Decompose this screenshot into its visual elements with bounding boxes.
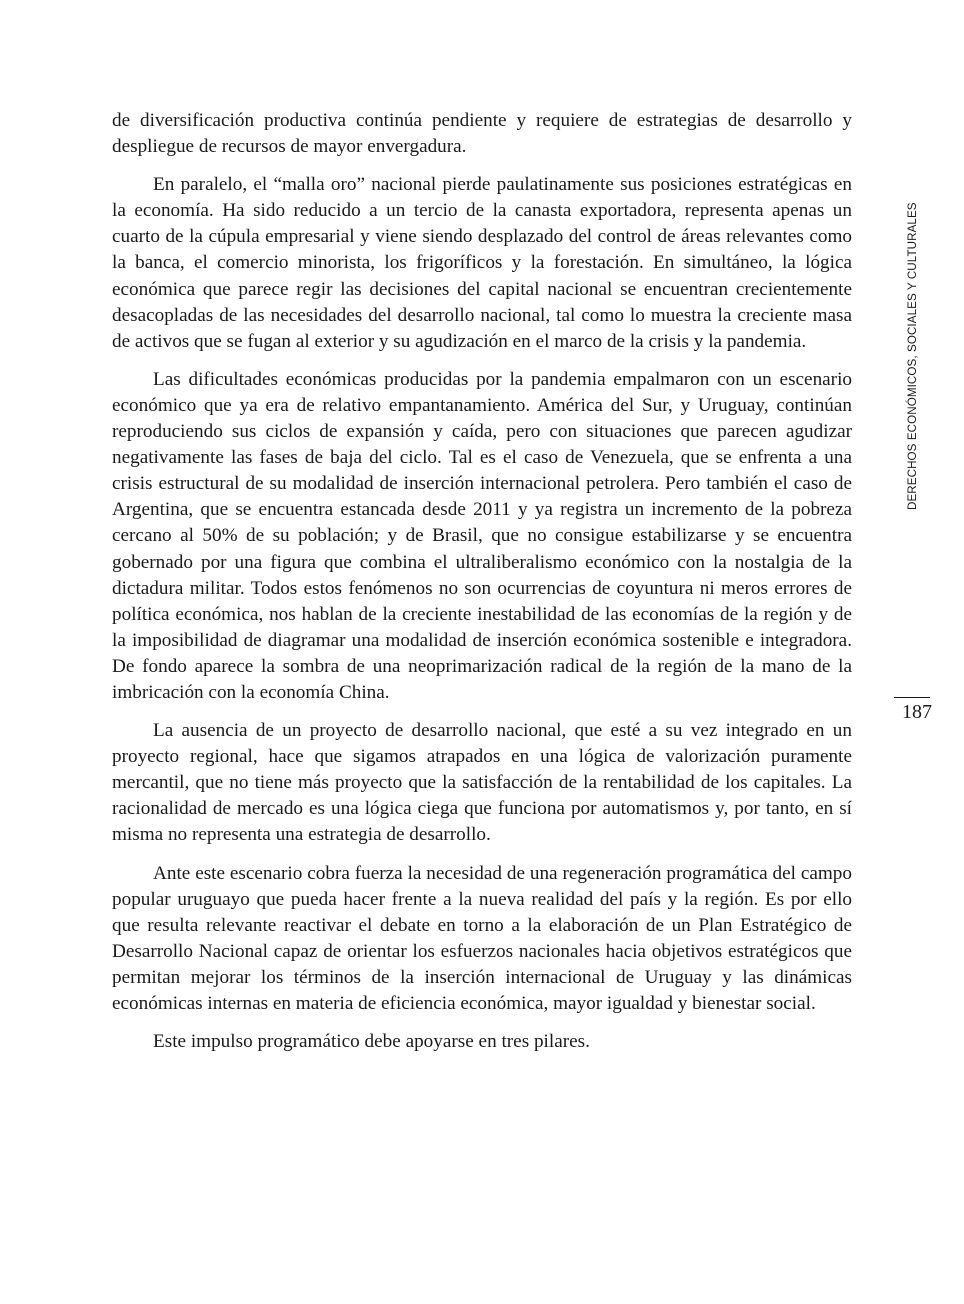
body-text xyxy=(112,108,852,1067)
paragraph: En paralelo, el “malla oro” nacional pierde paulatinamente sus posiciones estratégicas en la economía. Ha sido reducido a un tercio de la canasta exportadora, representa apenas un cuarto de la cúpula empresarial y viene siendo desplazado del control de áreas relevantes como la banca, el comercio minorista, los frigoríficos y la forestación. En simultáneo, la lógica económica que parece regir las decisiones del capital nacional se encuentran crecientemente desacopladas de las necesidades del desarrollo nacional, tal como lo muestra la creciente masa de activos que se fugan al exterior y su agudización en el marco de la crisis y la pandemia. xyxy=(112,174,852,352)
page-number-rule xyxy=(894,697,930,698)
page-number: 187 xyxy=(902,701,932,723)
paragraph: de diversificación productiva continúa pendiente y requiere de estrategias de desarrollo y despliegue de recursos de mayor envergadura. xyxy=(112,110,852,158)
paragraph: Las dificultades económicas producidas por la pandemia empalmaron con un escenario económico que ya era de relativo empantanamiento. América del Sur, y Uruguay, continúan reproduciendo sus ciclos de expansión y caída, pero con situaciones que parecen agudizar negativamente las fases de baja del ciclo. Tal es el caso de Venezuela, que se enfrenta a una crisis estructural de su modalidad de inserción internacional petrolera. Pero también el caso de Argentina, que se encuentra estancada desde 2011 y ya registra un incremento de la pobreza cercano al 50% de su población; y de Brasil, que no consigue estabilizarse y se encuentra gobernado por una figura que combina el ultraliberalismo económico con la nostalgia de la dictadura militar. Todos estos fenómenos no son ocurrencias de coyuntura ni meros errores de política económica, nos hablan de la creciente inestabilidad de las economías de la región y de la imposibilidad de diagramar una modalidad de inserción económica sostenible e integradora. De fondo aparece la sombra de una neoprimarización radical de la región de la mano de la imbricación con la economía China. xyxy=(112,368,852,703)
running-header-vertical: DERECHOS ECONÓMICOS, SOCIALES Y CULTURALES xyxy=(906,202,919,510)
paragraph: Ante este escenario cobra fuerza la necesidad de una regeneración programática del campo popular uruguayo que pueda hacer frente a la nueva realidad del país y la región. Es por ello que resulta relevante reactivar el debate en torno a la elaboración de un Plan Estratégico de Desarrollo Nacional capaz de orientar los esfuerzos nacionales hacia objetivos estratégicos que permitan mejorar los términos de la inserción internacional de Uruguay y las dinámicas económicas internas en materia de eficiencia económica, mayor igualdad y bienestar social. xyxy=(112,862,852,1014)
paragraph: La ausencia de un proyecto de desarrollo nacional, que esté a su vez integrado en un proyecto regional, hace que sigamos atrapados en una lógica de valorización puramente mercantil, que no tiene más proyecto que la satisfacción de la rentabilidad de los capitales. La racionalidad de mercado es una lógica ciega que funciona por automatismos y, por tanto, en sí misma no representa una estrategia de desarrollo. xyxy=(112,720,852,846)
paragraph: Este impulso programático debe apoyarse en tres pilares. xyxy=(153,1031,590,1053)
